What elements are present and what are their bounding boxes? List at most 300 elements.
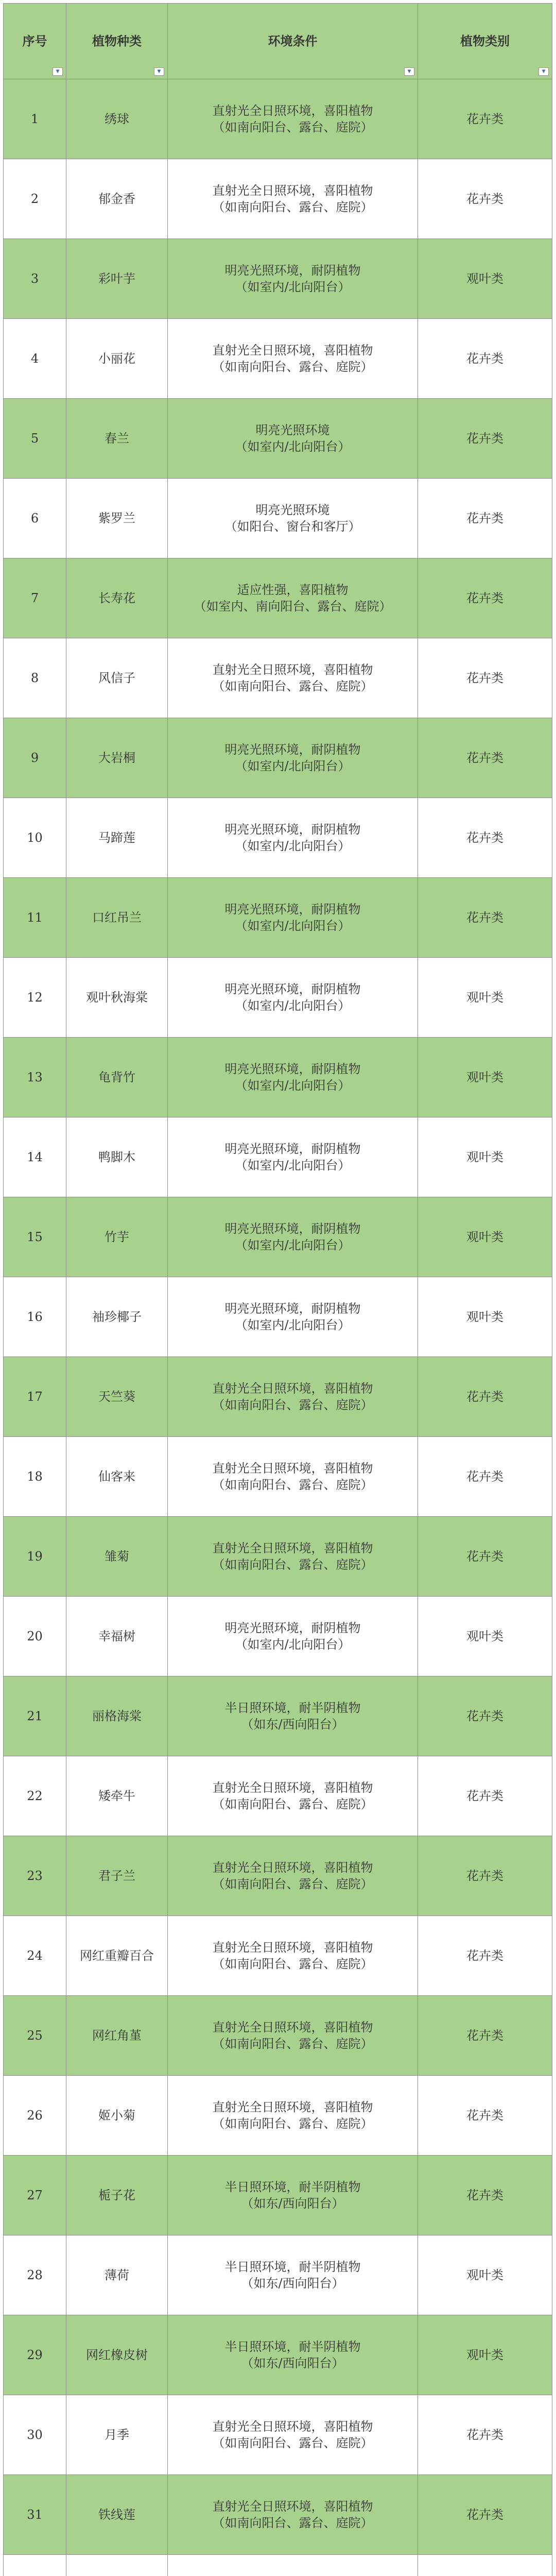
row-number: 10	[27, 831, 43, 845]
cell-number[interactable]	[4, 1277, 66, 1357]
cell-category[interactable]	[418, 1117, 552, 1197]
cell-condition[interactable]	[168, 1597, 418, 1676]
plant-name: 绣球	[105, 112, 129, 126]
cell-condition[interactable]	[168, 399, 418, 479]
plant-category: 花卉类	[466, 192, 503, 206]
header-row	[4, 4, 552, 79]
cell-plant[interactable]	[66, 1916, 168, 1996]
condition-line-2: （如南向阳台、露台、庭院）	[212, 679, 373, 693]
cell-plant[interactable]	[66, 958, 168, 1038]
row-number: 11	[27, 910, 43, 925]
cell-plant[interactable]	[66, 239, 168, 319]
plant-name: 郁金香	[98, 192, 135, 206]
plant-name: 大岩桐	[98, 751, 135, 765]
plant-category: 花卉类	[466, 2028, 503, 2043]
cell-category[interactable]	[418, 2555, 552, 2576]
condition-line-2: （如室内/北向阳台）	[235, 759, 351, 773]
condition-line-1: 明亮光照环境，耐阴植物	[224, 263, 361, 278]
plant-category: 观叶类	[466, 1070, 503, 1084]
table-row[interactable]	[4, 958, 552, 1038]
cell-number[interactable]	[4, 1437, 66, 1517]
cell-category[interactable]	[418, 2235, 552, 2315]
table-row[interactable]	[4, 2156, 552, 2235]
plant-name: 矮牵牛	[98, 1789, 135, 1803]
condition-line-2: （如阳台、窗台和客厅）	[224, 519, 361, 534]
row-number: 9	[30, 751, 39, 765]
table-row[interactable]	[4, 399, 552, 479]
row-number: 29	[27, 2348, 43, 2362]
table-row[interactable]	[4, 1038, 552, 1117]
cell-number[interactable]	[4, 1916, 66, 1996]
plant-name: 网红橡皮树	[86, 2348, 148, 2362]
condition-line-1: 直射光全日照环境，喜阳植物	[212, 663, 373, 677]
condition-line-2: （如东/西向阳台）	[241, 2356, 344, 2370]
plant-name: 姬小菊	[98, 2108, 135, 2123]
cell-number[interactable]	[4, 638, 66, 718]
cell-category[interactable]	[418, 718, 552, 798]
cell-condition[interactable]	[168, 1916, 418, 1996]
condition-line-2: （如南向阳台、露台、庭院）	[212, 2116, 373, 2131]
cell-number[interactable]	[4, 2555, 66, 2576]
condition-line-2: （如南向阳台、露台、庭院）	[212, 120, 373, 134]
condition-line-2: （如室内/北向阳台）	[235, 1637, 351, 1652]
cell-condition[interactable]	[168, 79, 418, 159]
row-number: 26	[27, 2108, 43, 2123]
cell-plant[interactable]	[66, 2315, 168, 2395]
cell-condition[interactable]	[168, 319, 418, 399]
cell-number[interactable]	[4, 159, 66, 239]
table-row[interactable]	[4, 2315, 552, 2395]
plant-category: 观叶类	[466, 2348, 503, 2362]
table-row[interactable]	[4, 2395, 552, 2475]
plant-name: 网红重瓣百合	[80, 1948, 154, 1963]
cell-plant[interactable]	[66, 1277, 168, 1357]
row-number: 6	[30, 511, 39, 526]
cell-category[interactable]	[418, 2475, 552, 2555]
condition-line-2: （如室内/北向阳台）	[235, 280, 351, 294]
cell-category[interactable]	[418, 2076, 552, 2156]
condition-line-1: 适应性强，喜阳植物	[237, 583, 349, 597]
table-row[interactable]	[4, 2076, 552, 2156]
cell-condition[interactable]	[168, 718, 418, 798]
condition-line-2: （如南向阳台、露台、庭院）	[212, 200, 373, 214]
condition-line-2: （如南向阳台、露台、庭院）	[212, 2037, 373, 2051]
table-row[interactable]	[4, 558, 552, 638]
cell-number[interactable]	[4, 479, 66, 558]
cell-number[interactable]	[4, 239, 66, 319]
plant-name: 彩叶芋	[98, 272, 135, 286]
cell-condition[interactable]	[168, 798, 418, 878]
plant-category: 观叶类	[466, 2268, 503, 2282]
condition-line-2: （如室内、南向阳台、露台、庭院）	[194, 599, 392, 614]
plant-category: 花卉类	[466, 511, 503, 526]
table-row[interactable]	[4, 2235, 552, 2315]
plant-category: 花卉类	[466, 431, 503, 446]
condition-line-2: （如室内/北向阳台）	[235, 998, 351, 1013]
cell-plant[interactable]	[66, 1836, 168, 1916]
table-row[interactable]	[4, 2475, 552, 2555]
cell-plant[interactable]	[66, 2395, 168, 2475]
cell-plant[interactable]	[66, 479, 168, 558]
cell-plant[interactable]	[66, 1038, 168, 1117]
cell-plant[interactable]	[66, 878, 168, 958]
cell-category[interactable]	[418, 558, 552, 638]
plant-category: 观叶类	[466, 1629, 503, 1643]
cell-condition[interactable]	[168, 958, 418, 1038]
table-row[interactable]	[4, 79, 552, 159]
table-row[interactable]	[4, 1117, 552, 1197]
row-number: 22	[27, 1789, 43, 1803]
cell-number[interactable]	[4, 798, 66, 878]
cell-number[interactable]	[4, 2395, 66, 2475]
row-number: 5	[30, 431, 39, 446]
cell-plant[interactable]	[66, 79, 168, 159]
cell-plant[interactable]	[66, 319, 168, 399]
condition-line-2: （如南向阳台、露台、庭院）	[212, 1557, 373, 1572]
condition-line-2: （如室内/北向阳台）	[235, 1318, 351, 1332]
condition-line-1: 半日照环境，耐半阴植物	[224, 2340, 361, 2354]
plant-name: 月季	[105, 2428, 129, 2442]
cell-condition[interactable]	[168, 1357, 418, 1437]
cell-condition[interactable]	[168, 2395, 418, 2475]
plant-name: 铁线莲	[98, 2507, 135, 2522]
table-row[interactable]	[4, 2555, 552, 2576]
condition-line-2: （如南向阳台、露台、庭院）	[212, 2436, 373, 2450]
condition-line-1: 直射光全日照环境，喜阳植物	[212, 1541, 373, 1555]
condition-line-1: 明亮光照环境，耐阴植物	[224, 902, 361, 917]
cell-category[interactable]	[418, 319, 552, 399]
table-row[interactable]	[4, 1676, 552, 1756]
column-header-plant[interactable]	[66, 4, 168, 79]
cell-category[interactable]	[418, 1996, 552, 2076]
cell-plant[interactable]	[66, 2235, 168, 2315]
row-number: 31	[27, 2507, 43, 2522]
plant-category: 花卉类	[466, 351, 503, 366]
cell-number[interactable]	[4, 958, 66, 1038]
table-row[interactable]	[4, 159, 552, 239]
plant-category: 观叶类	[466, 272, 503, 286]
table-row[interactable]	[4, 1836, 552, 1916]
condition-line-1: 直射光全日照环境，喜阳植物	[212, 1781, 373, 1795]
row-number: 12	[27, 990, 43, 1005]
column-header-label: 环境条件	[268, 33, 318, 48]
table-row[interactable]	[4, 479, 552, 558]
table-row[interactable]	[4, 1437, 552, 1517]
plant-category: 花卉类	[466, 2507, 503, 2522]
plant-category: 花卉类	[466, 112, 503, 126]
plant-name: 雏菊	[105, 1549, 129, 1564]
cell-number[interactable]	[4, 1357, 66, 1437]
cell-condition[interactable]	[168, 1996, 418, 2076]
cell-category[interactable]	[418, 798, 552, 878]
condition-line-2: （如南向阳台、露台、庭院）	[212, 1478, 373, 1492]
row-number: 24	[27, 1948, 43, 1963]
cell-number[interactable]	[4, 1597, 66, 1676]
cell-category[interactable]	[418, 878, 552, 958]
cell-number[interactable]	[4, 878, 66, 958]
cell-condition[interactable]	[168, 1836, 418, 1916]
cell-condition[interactable]	[168, 2475, 418, 2555]
condition-line-1: 直射光全日照环境，喜阳植物	[212, 1461, 373, 1476]
row-number: 15	[27, 1230, 43, 1244]
cell-category[interactable]	[418, 1437, 552, 1517]
filter-dropdown-icon[interactable]: ▼	[53, 67, 63, 76]
cell-plant[interactable]	[66, 638, 168, 718]
filter-dropdown-icon[interactable]: ▼	[538, 67, 549, 76]
cell-plant[interactable]	[66, 1117, 168, 1197]
condition-line-2: （如南向阳台、露台、庭院）	[212, 360, 373, 374]
cell-number[interactable]	[4, 718, 66, 798]
filter-dropdown-icon[interactable]: ▼	[404, 67, 414, 76]
cell-plant[interactable]	[66, 1756, 168, 1836]
row-number: 23	[27, 1869, 43, 1883]
cell-category[interactable]	[418, 2315, 552, 2395]
cell-number[interactable]	[4, 1517, 66, 1597]
condition-line-1: 半日照环境，耐半阴植物	[224, 2260, 361, 2274]
plant-name: 观叶秋海棠	[86, 990, 148, 1005]
condition-line-1: 明亮光照环境，耐阴植物	[224, 982, 361, 996]
cell-category[interactable]	[418, 1197, 552, 1277]
plant-name: 天竺葵	[98, 1389, 135, 1404]
column-header-label: 植物类别	[460, 33, 510, 48]
plant-category: 观叶类	[466, 1150, 503, 1164]
cell-number[interactable]	[4, 1756, 66, 1836]
cell-category[interactable]	[418, 1277, 552, 1357]
cell-condition[interactable]	[168, 2235, 418, 2315]
condition-line-1: 半日照环境，耐半阴植物	[224, 1701, 361, 1715]
cell-plant[interactable]	[66, 798, 168, 878]
cell-condition[interactable]	[168, 1038, 418, 1117]
table-row[interactable]	[4, 1357, 552, 1437]
cell-condition[interactable]	[168, 479, 418, 558]
plant-category: 花卉类	[466, 2108, 503, 2123]
table-row[interactable]	[4, 1996, 552, 2076]
condition-line-2: （如南向阳台、露台、庭院）	[212, 2516, 373, 2530]
condition-line-2: （如室内/北向阳台）	[235, 919, 351, 933]
table-row[interactable]	[4, 319, 552, 399]
cell-plant[interactable]	[66, 2555, 168, 2576]
plant-category: 花卉类	[466, 591, 503, 605]
cell-category[interactable]	[418, 399, 552, 479]
row-number: 2	[30, 192, 39, 206]
table-row[interactable]	[4, 1756, 552, 1836]
cell-plant[interactable]	[66, 1996, 168, 2076]
condition-line-2: （如室内/北向阳台）	[235, 1158, 351, 1173]
plant-name: 春兰	[105, 431, 129, 446]
plant-name: 袖珍椰子	[92, 1310, 142, 1324]
row-number: 17	[27, 1389, 43, 1404]
condition-line-1: 明亮光照环境，耐阴植物	[224, 822, 361, 837]
cell-number[interactable]	[4, 2076, 66, 2156]
cell-plant[interactable]	[66, 2475, 168, 2555]
cell-number[interactable]	[4, 1836, 66, 1916]
condition-line-1: 直射光全日照环境，喜阳植物	[212, 2020, 373, 2035]
cell-condition[interactable]	[168, 1676, 418, 1756]
cell-number[interactable]	[4, 1676, 66, 1756]
plant-category: 花卉类	[466, 671, 503, 685]
row-number: 13	[27, 1070, 43, 1084]
table-row[interactable]	[4, 798, 552, 878]
plant-name: 龟背竹	[98, 1070, 135, 1084]
cell-plant[interactable]	[66, 1437, 168, 1517]
table-row[interactable]	[4, 718, 552, 798]
cell-plant[interactable]	[66, 558, 168, 638]
row-number: 28	[27, 2268, 43, 2282]
plant-category: 花卉类	[466, 2428, 503, 2442]
condition-line-1: 直射光全日照环境，喜阳植物	[212, 343, 373, 358]
table-row[interactable]	[4, 1197, 552, 1277]
cell-category[interactable]	[418, 958, 552, 1038]
cell-plant[interactable]	[66, 159, 168, 239]
plant-name: 马蹄莲	[98, 831, 135, 845]
condition-line-1: 明亮光照环境	[255, 423, 330, 437]
plant-category: 花卉类	[466, 831, 503, 845]
plant-name: 君子兰	[98, 1869, 135, 1883]
condition-line-1: 直射光全日照环境，喜阳植物	[212, 104, 373, 118]
cell-plant[interactable]	[66, 2076, 168, 2156]
condition-line-1: 直射光全日照环境，喜阳植物	[212, 1381, 373, 1396]
plant-name: 竹芋	[105, 1230, 129, 1244]
cell-category[interactable]	[418, 159, 552, 239]
column-header-label: 序号	[22, 33, 47, 48]
cell-category[interactable]	[418, 2156, 552, 2235]
plant-name: 薄荷	[105, 2268, 129, 2282]
cell-category[interactable]	[418, 79, 552, 159]
table-row[interactable]	[4, 878, 552, 958]
cell-condition[interactable]	[168, 878, 418, 958]
plant-name: 仙客来	[98, 1469, 135, 1484]
row-number: 4	[30, 351, 39, 366]
plant-category: 观叶类	[466, 1230, 503, 1244]
cell-number[interactable]	[4, 2235, 66, 2315]
condition-line-1: 明亮光照环境，耐阴植物	[224, 1222, 361, 1236]
condition-line-1: 直射光全日照环境，喜阳植物	[212, 1940, 373, 1955]
cell-category[interactable]	[418, 2395, 552, 2475]
cell-plant[interactable]	[66, 399, 168, 479]
cell-category[interactable]	[418, 1836, 552, 1916]
condition-line-2: （如室内/北向阳台）	[235, 1238, 351, 1252]
cell-condition[interactable]	[168, 1197, 418, 1277]
cell-category[interactable]	[418, 1357, 552, 1437]
cell-number[interactable]	[4, 1996, 66, 2076]
cell-category[interactable]	[418, 1916, 552, 1996]
condition-line-1: 明亮光照环境，耐阴植物	[224, 1301, 361, 1316]
cell-plant[interactable]	[66, 1357, 168, 1437]
cell-number[interactable]	[4, 558, 66, 638]
cell-condition[interactable]	[168, 159, 418, 239]
cell-plant[interactable]	[66, 718, 168, 798]
cell-condition[interactable]	[168, 638, 418, 718]
cell-condition[interactable]	[168, 2156, 418, 2235]
row-number: 27	[27, 2188, 43, 2202]
condition-line-1: 直射光全日照环境，喜阳植物	[212, 2100, 373, 2114]
cell-number[interactable]	[4, 2475, 66, 2555]
cell-plant[interactable]	[66, 1597, 168, 1676]
row-number: 8	[30, 671, 39, 685]
table-row[interactable]	[4, 638, 552, 718]
cell-plant[interactable]	[66, 1197, 168, 1277]
column-header-number[interactable]	[4, 4, 66, 79]
cell-condition[interactable]	[168, 2555, 418, 2576]
cell-category[interactable]	[418, 1676, 552, 1756]
column-header-category[interactable]	[418, 4, 552, 79]
plant-category: 花卉类	[466, 1549, 503, 1564]
cell-plant[interactable]	[66, 2156, 168, 2235]
condition-line-2: （如南向阳台、露台、庭院）	[212, 1398, 373, 1412]
cell-condition[interactable]	[168, 558, 418, 638]
cell-category[interactable]	[418, 1597, 552, 1676]
plant-table	[3, 3, 552, 2576]
plant-category: 花卉类	[466, 1389, 503, 1404]
plant-category: 花卉类	[466, 1869, 503, 1883]
cell-number[interactable]	[4, 319, 66, 399]
condition-line-2: （如东/西向阳台）	[241, 1717, 344, 1732]
cell-category[interactable]	[418, 1517, 552, 1597]
cell-condition[interactable]	[168, 1517, 418, 1597]
cell-condition[interactable]	[168, 1117, 418, 1197]
plant-category: 观叶类	[466, 1310, 503, 1324]
table-row[interactable]	[4, 1277, 552, 1357]
plant-name: 栀子花	[98, 2188, 135, 2202]
table-row[interactable]	[4, 1916, 552, 1996]
plant-name: 小丽花	[98, 351, 135, 366]
condition-line-1: 半日照环境，耐半阴植物	[224, 2180, 361, 2194]
condition-line-1: 明亮光照环境，耐阴植物	[224, 1142, 361, 1156]
row-number: 30	[27, 2428, 43, 2442]
table-header	[4, 4, 552, 79]
table-row[interactable]	[4, 239, 552, 319]
cell-number[interactable]	[4, 1038, 66, 1117]
cell-number[interactable]	[4, 79, 66, 159]
cell-category[interactable]	[418, 1756, 552, 1836]
cell-number[interactable]	[4, 1117, 66, 1197]
cell-number[interactable]	[4, 1197, 66, 1277]
cell-condition[interactable]	[168, 1277, 418, 1357]
cell-number[interactable]	[4, 399, 66, 479]
plant-category: 花卉类	[466, 1709, 503, 1723]
cell-condition[interactable]	[168, 2076, 418, 2156]
table-row[interactable]	[4, 1517, 552, 1597]
table-row[interactable]	[4, 1597, 552, 1676]
column-header-label: 植物种类	[92, 33, 142, 48]
filter-dropdown-icon[interactable]: ▼	[154, 67, 164, 76]
cell-category[interactable]	[418, 638, 552, 718]
plant-category: 花卉类	[466, 2188, 503, 2202]
plant-name: 网红角堇	[92, 2028, 142, 2043]
cell-condition[interactable]	[168, 1437, 418, 1517]
plant-name: 鸭脚木	[98, 1150, 135, 1164]
cell-category[interactable]	[418, 239, 552, 319]
cell-plant[interactable]	[66, 1517, 168, 1597]
column-header-condition[interactable]	[168, 4, 418, 79]
cell-condition[interactable]	[168, 239, 418, 319]
cell-number[interactable]	[4, 2156, 66, 2235]
row-number: 18	[27, 1469, 43, 1484]
row-number: 14	[27, 1150, 43, 1164]
plant-category: 花卉类	[466, 1948, 503, 1963]
cell-condition[interactable]	[168, 2315, 418, 2395]
plant-name: 幸福树	[98, 1629, 135, 1643]
cell-category[interactable]	[418, 1038, 552, 1117]
row-number: 19	[27, 1549, 43, 1564]
cell-condition[interactable]	[168, 1756, 418, 1836]
condition-line-2: （如室内/北向阳台）	[235, 1078, 351, 1093]
row-number: 20	[27, 1629, 43, 1643]
cell-number[interactable]	[4, 2315, 66, 2395]
cell-plant[interactable]	[66, 1676, 168, 1756]
plant-category: 花卉类	[466, 1789, 503, 1803]
cell-category[interactable]	[418, 479, 552, 558]
